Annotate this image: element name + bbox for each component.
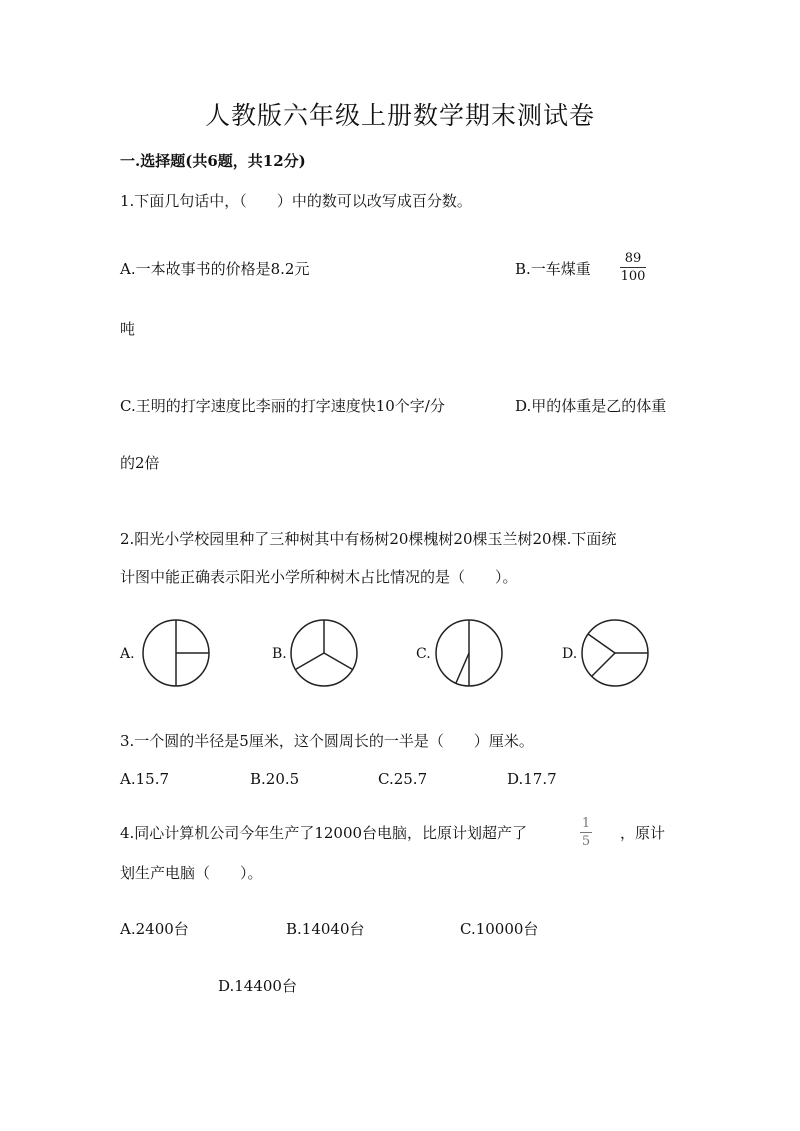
q1-option-b[interactable]: B.一车煤重 [515,260,591,278]
q1-option-d-continued: 的2倍 [120,454,160,472]
q2-pie-a[interactable] [141,618,211,688]
fraction-bar [580,832,592,833]
page-title: 人教版六年级上册数学期末测试卷 [204,101,595,130]
q2-pie-d[interactable] [580,618,650,688]
q4-option-d[interactable]: D.14400台 [218,977,297,995]
q1-fraction [616,251,650,284]
fraction-numerator: 1 [581,816,591,831]
fraction-denominator: 100 [620,269,646,284]
q4-option-c[interactable]: C.10000台 [460,920,539,938]
q2-option-d-label[interactable]: D. [562,646,578,662]
fraction-denominator: 5 [581,834,591,849]
fraction-numerator: 89 [624,251,642,266]
q2-stem-line2: 计图中能正确表示阳光小学所种树木占比情况的是（ ）。 [120,568,518,586]
q4-option-a[interactable]: A.2400台 [120,920,189,938]
q1-option-a[interactable]: A.一本故事书的价格是8.2元 [120,260,310,278]
q4-stem-line1-end: ，原计 [620,824,666,842]
q4-stem-line1: 4.同心计算机公司今年生产了12000台电脑，比原计划超产了 [120,824,528,842]
q4-stem-line2: 划生产电脑（ ）。 [120,864,263,882]
fraction-bar [620,267,646,268]
q4-fraction [569,816,603,849]
q2-option-c-label[interactable]: C. [416,646,431,662]
q1-option-c[interactable]: C.王明的打字速度比李丽的打字速度快10个字/分 [120,397,445,415]
q2-pie-b[interactable] [289,618,359,688]
section-heading: 一.选择题(共6题，共12分) [120,152,306,170]
q3-option-d[interactable]: D.17.7 [507,770,557,788]
q2-pie-c[interactable] [434,618,504,688]
q2-option-a-label[interactable]: A. [120,646,135,662]
q3-option-c[interactable]: C.25.7 [378,770,428,788]
q4-option-b[interactable]: B.14040台 [286,920,365,938]
q1-option-b-continued: 吨 [120,320,136,338]
q3-option-b[interactable]: B.20.5 [250,770,300,788]
q1-stem: 1.下面几句话中，（ ）中的数可以改写成百分数。 [120,192,472,210]
q1-option-d[interactable]: D.甲的体重是乙的体重 [515,397,667,415]
q3-stem: 3.一个圆的半径是5厘米，这个圆周长的一半是（ ）厘米。 [120,732,534,750]
q3-option-a[interactable]: A.15.7 [120,770,169,788]
q2-option-b-label[interactable]: B. [272,646,287,662]
q2-stem-line1: 2.阳光小学校园里种了三种树其中有杨树20棵槐树20棵玉兰树20棵.下面统 [120,530,617,548]
